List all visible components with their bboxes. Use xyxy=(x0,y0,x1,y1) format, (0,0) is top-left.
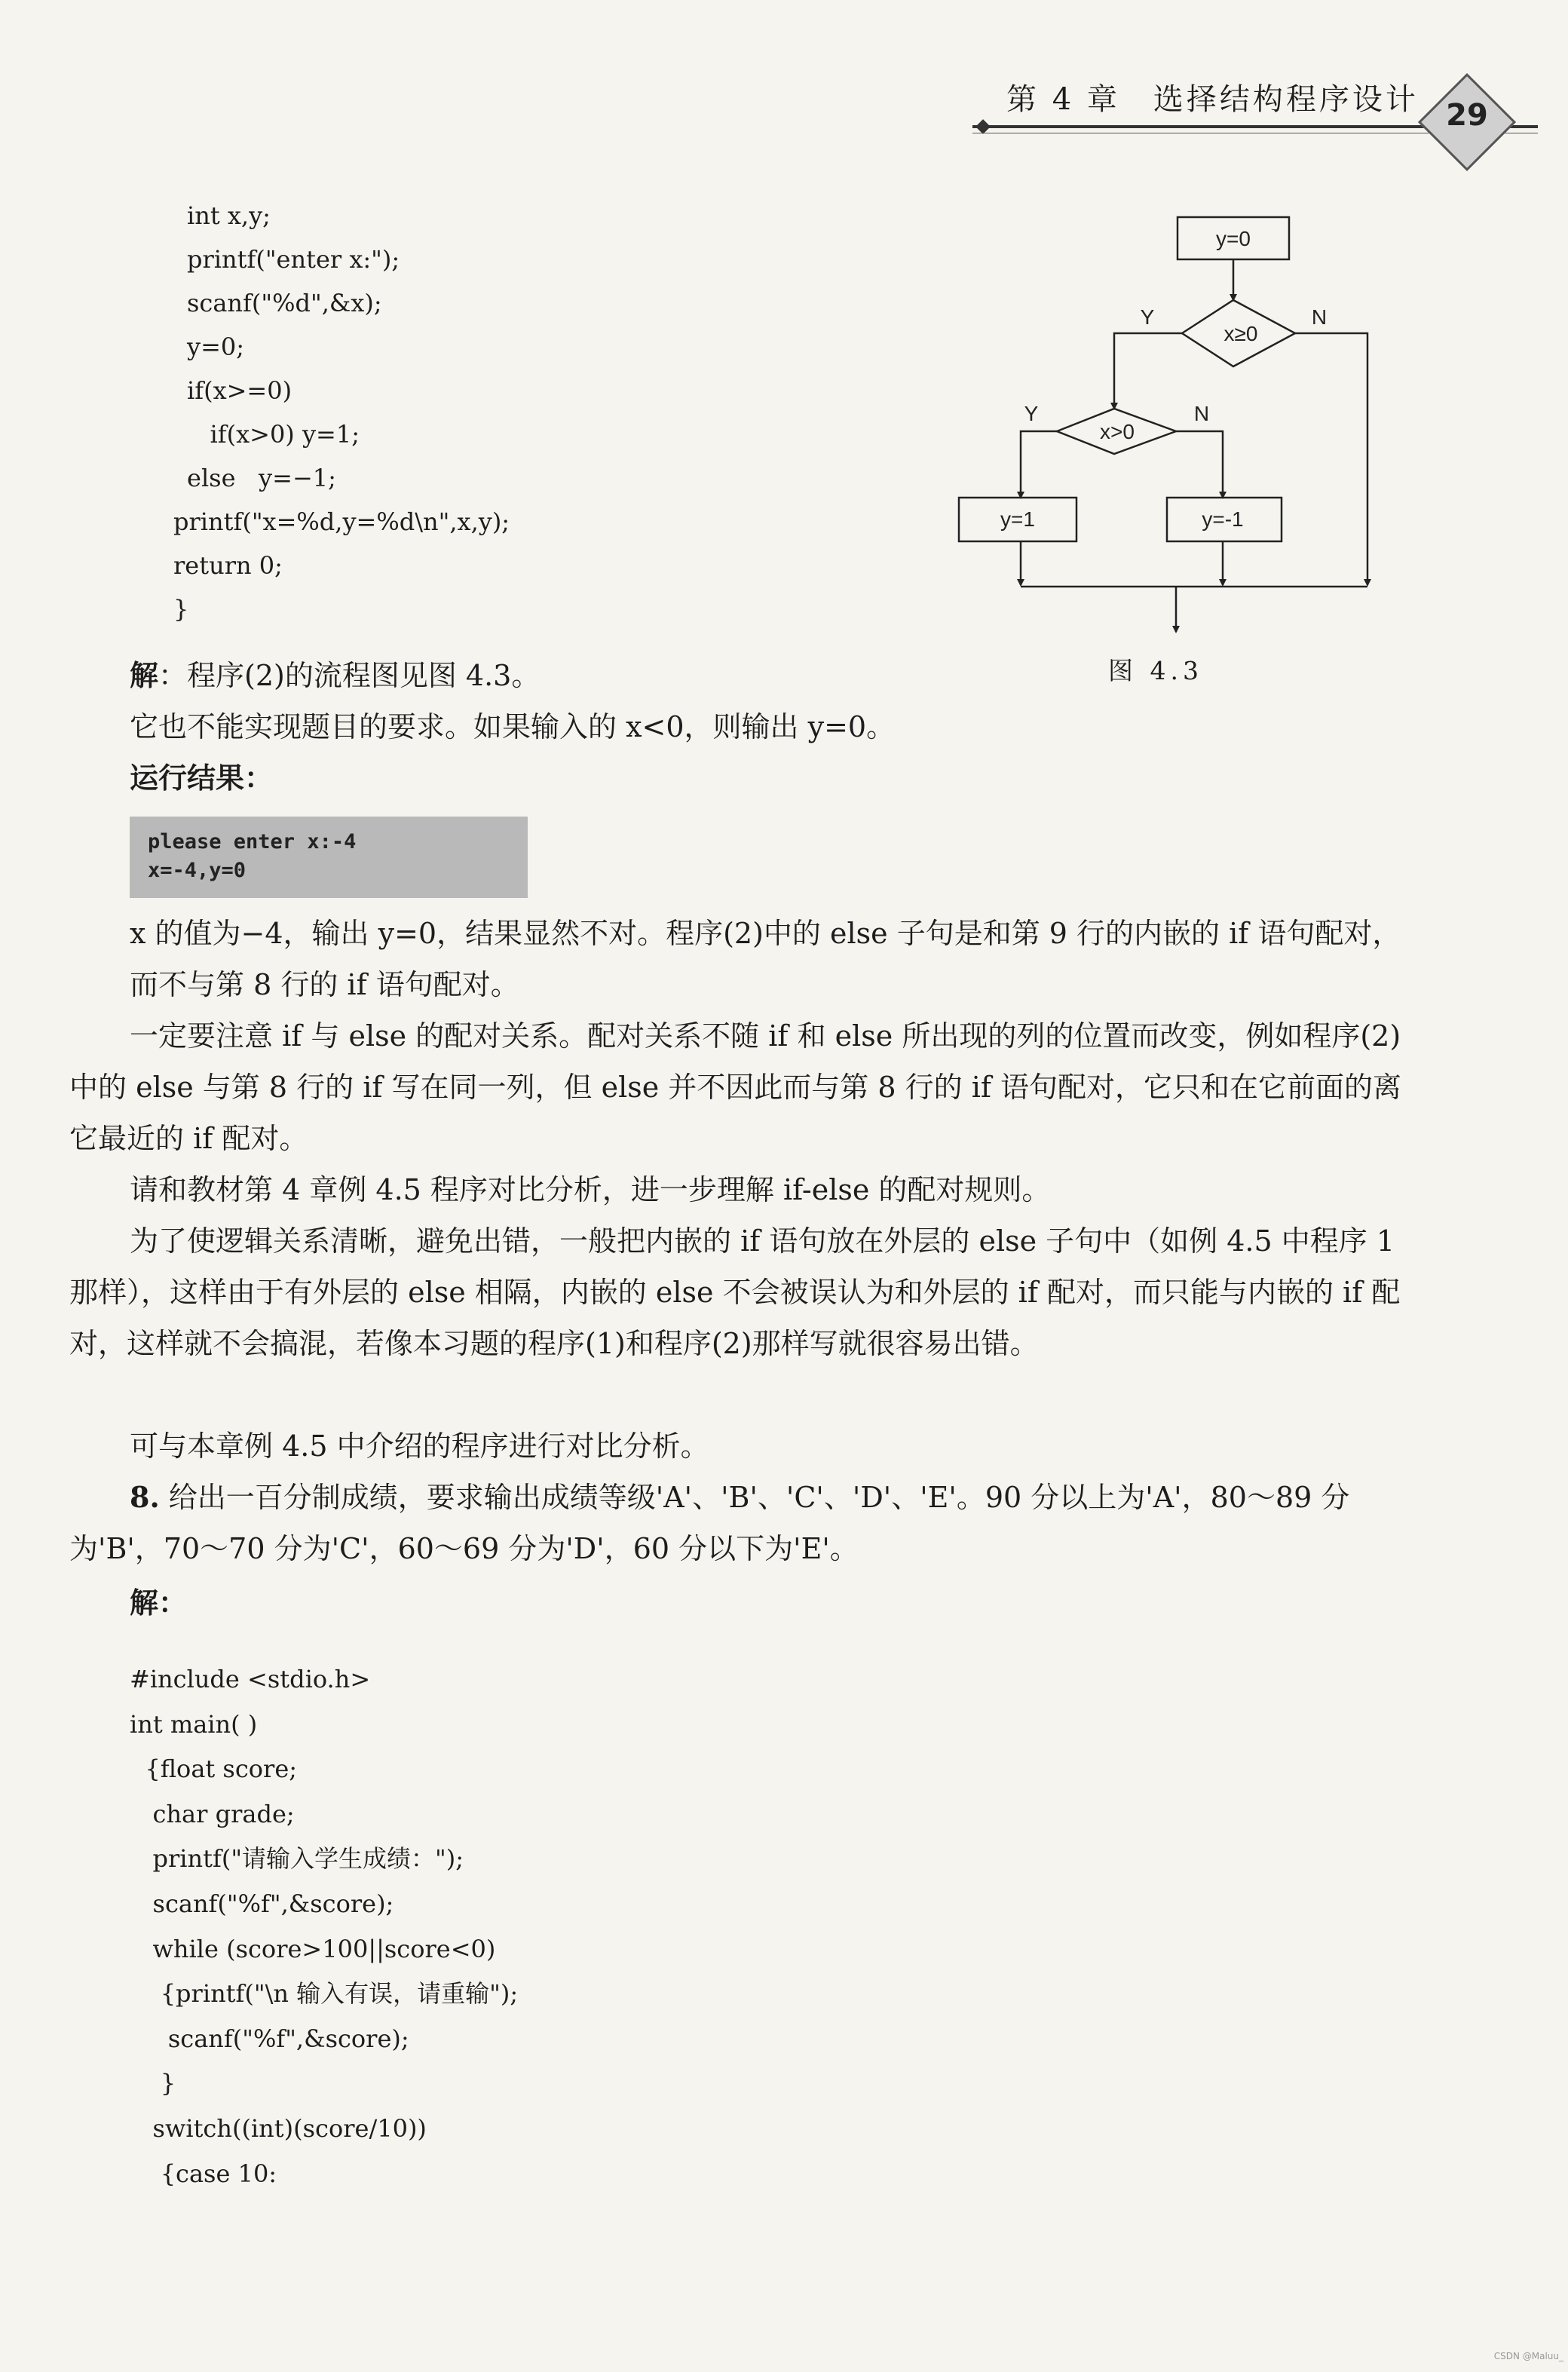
run-result-label: 运行结果： xyxy=(130,761,274,795)
page-number: 29 xyxy=(1446,98,1488,133)
code-block-top-tail xyxy=(173,500,510,631)
code-line: y=0; xyxy=(187,333,245,361)
outer-no-label: N xyxy=(1311,305,1328,329)
outer-yes-line xyxy=(1114,333,1182,409)
code-block-bottom xyxy=(130,1657,518,2196)
chapter-title: 第 4 章 选择结构程序设计 xyxy=(1006,82,1419,117)
watermark: CSDN @Maluu_ xyxy=(1493,2351,1563,2361)
code-line: #include <stdio.h> xyxy=(130,1665,371,1693)
code-line: int x,y; xyxy=(187,201,271,230)
code-line: printf("enter x:"); xyxy=(187,245,400,274)
code-line: printf("请输入学生成绩："); xyxy=(130,1844,464,1874)
paragraph: 为了使逻辑关系清晰，避免出错，一般把内嵌的 if 语句放在外层的 else 子句中（如例 4.5 中程序 1 那样），这样由于有外层的 else 相隔，内嵌的 else 不会被误认为和外层的 if 配对，而只能与内嵌的 if 配对，这样就不会搞混，若像本习题的程序(1)和程序(2)那样写就很容易出错。 xyxy=(69,1224,1401,1360)
question-number: 8. xyxy=(130,1480,160,1514)
box-y1-label: y=1 xyxy=(1000,507,1035,531)
code-line: {case 10: xyxy=(130,2159,277,2188)
inner-no-line xyxy=(1176,431,1223,498)
code-line: } xyxy=(130,2069,176,2098)
paragraph: 请和教材第 4 章例 4.5 程序对比分析，进一步理解 if-else 的配对规则。 xyxy=(130,1173,1051,1206)
code-line: if(x>=0) xyxy=(187,376,292,405)
code-block-top xyxy=(187,194,400,500)
code-line: char grade; xyxy=(130,1799,295,1828)
solution-label-8: 解： xyxy=(130,1586,188,1620)
code-line: switch((int)(score/10)) xyxy=(130,2113,427,2143)
inner-yes-label: Y xyxy=(1024,402,1039,425)
question-8 xyxy=(69,1472,1411,1574)
solution-line-2: 它也不能实现题目的要求。如果输入的 x<0，则输出 y=0。 xyxy=(130,710,896,743)
code-line: } xyxy=(173,595,189,624)
paragraph: x 的值为−4，输出 y=0，结果显然不对。程序(2)中的 else 子句是和第 9 行的内嵌的 if 语句配对，而不与第 8 行的 if 语句配对。 xyxy=(130,917,1401,1001)
code-line: {printf("\n 输入有误，请重输"); xyxy=(130,1979,519,2009)
solution-line xyxy=(130,650,540,701)
code-line: if(x>0) y=1; xyxy=(187,420,360,449)
code-line: while (score>100||score<0) xyxy=(130,1934,496,1963)
code-line: scanf("%f",&score); xyxy=(130,2024,409,2053)
code-line: int main( ) xyxy=(130,1709,258,1739)
paragraph: 可与本章例 4.5 中介绍的程序进行对比分析。 xyxy=(130,1430,709,1463)
code-line: {float score; xyxy=(130,1754,298,1784)
console-output xyxy=(130,817,528,898)
solution-text: ：程序(2)的流程图见图 4.3。 xyxy=(158,659,541,692)
box-y0-label: y=0 xyxy=(1216,227,1251,250)
code-line: scanf("%d",&x); xyxy=(187,289,382,317)
outer-no-line xyxy=(1295,333,1367,585)
console-line: x=-4,y=0 xyxy=(148,859,247,882)
console-line: please enter x:-4 xyxy=(148,830,357,853)
code-line: printf("x=%d,y=%d\n",x,y); xyxy=(173,507,510,536)
paragraph: 一定要注意 if 与 else 的配对关系。配对关系不随 if 和 else 所出现的列的位置而改变，例如程序(2)中的 else 与第 8 行的 if 写在同一列，但 else 并不因此而与第 8 行的 if 语句配对，它只和在它前面的离它最近的 if 配对。 xyxy=(69,1019,1402,1155)
code-line: else y=−1; xyxy=(187,464,336,492)
inner-yes-line xyxy=(1021,431,1057,498)
box-yneg-label: y=-1 xyxy=(1202,507,1244,531)
code-line: scanf("%f",&score); xyxy=(130,1889,394,1918)
figure-caption: 图 4.3 xyxy=(1108,656,1203,685)
code-line: return 0; xyxy=(173,551,283,580)
question-text: 给出一百分制成绩，要求输出成绩等级'A'、'B'、'C'、'D'、'E'。90 分以上为'A'，80～89 分为'B'，70～70 分为'C'，60～69 分为'D'，60 分以下为'E'。 xyxy=(69,1481,1350,1565)
outer-yes-label: Y xyxy=(1140,305,1155,329)
flowchart-figure xyxy=(942,204,1395,641)
inner-no-label: N xyxy=(1193,402,1210,425)
diamond-inner-label: x>0 xyxy=(1100,420,1135,443)
diamond-outer-label: x≥0 xyxy=(1223,322,1258,345)
solution-label: 解 xyxy=(130,658,159,692)
